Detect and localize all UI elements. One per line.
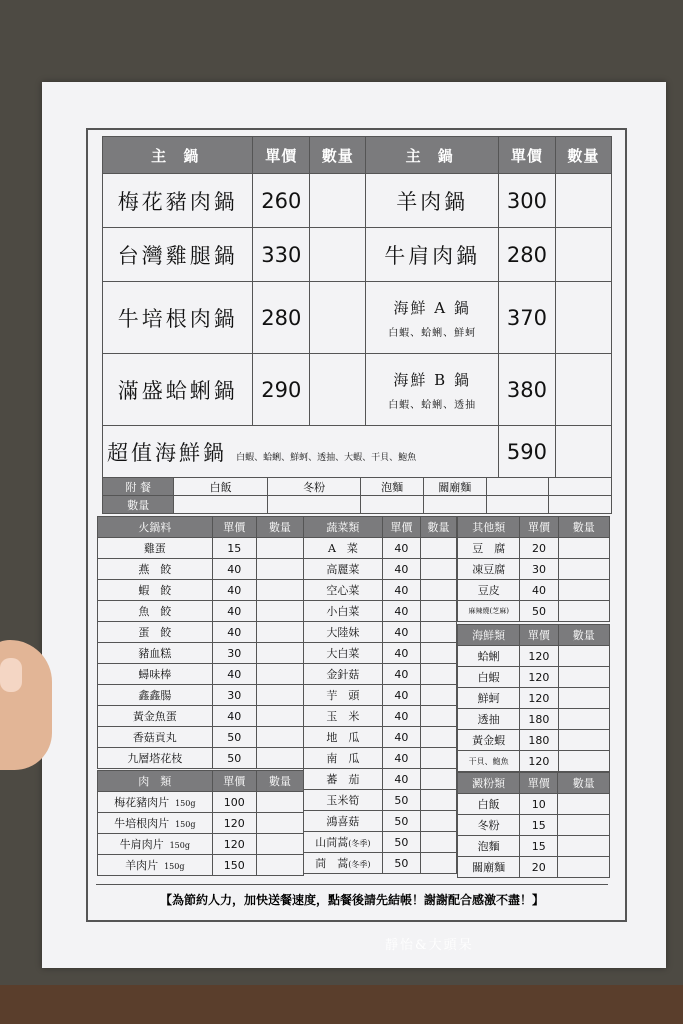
item-price: 50 bbox=[212, 727, 256, 748]
qty-cell[interactable] bbox=[420, 643, 456, 664]
qty-cell[interactable] bbox=[558, 688, 609, 709]
table-row bbox=[98, 727, 304, 748]
qty-cell[interactable] bbox=[256, 538, 303, 559]
meat-table bbox=[97, 770, 304, 876]
item-name: 山茼蒿(冬季) bbox=[304, 832, 383, 853]
table-row bbox=[98, 643, 304, 664]
table-row bbox=[458, 730, 610, 751]
special-pot-cell bbox=[103, 426, 499, 478]
table-row bbox=[304, 706, 457, 727]
main-pot-row bbox=[103, 228, 612, 282]
item-price: 15 bbox=[212, 538, 256, 559]
main-pot-table bbox=[102, 136, 612, 478]
qty-cell[interactable] bbox=[555, 228, 611, 282]
pot-price: 380 bbox=[499, 354, 556, 426]
qty-header: 數量 bbox=[558, 773, 610, 794]
main-pot-row bbox=[103, 282, 612, 354]
table-row bbox=[98, 748, 304, 769]
item-price: 50 bbox=[382, 853, 420, 874]
qty-cell[interactable] bbox=[256, 685, 303, 706]
qty-cell[interactable] bbox=[420, 748, 456, 769]
item-price: 40 bbox=[382, 622, 420, 643]
pot-name: 海鮮 B 鍋 bbox=[393, 370, 471, 389]
unit-price-header: 單價 bbox=[212, 771, 256, 792]
item-weight: 150g bbox=[164, 862, 185, 871]
qty-cell[interactable] bbox=[420, 832, 456, 853]
item-price: 120 bbox=[520, 667, 558, 688]
main-pot-header: 主 鍋 bbox=[103, 137, 253, 174]
qty-cell[interactable] bbox=[256, 748, 303, 769]
item-price: 40 bbox=[382, 664, 420, 685]
pot-price: 370 bbox=[499, 282, 556, 354]
qty-cell[interactable] bbox=[256, 622, 303, 643]
item-name: 茼 蒿(冬季) bbox=[304, 853, 383, 874]
side-dish-item: 關廟麵 bbox=[423, 478, 486, 496]
table-row bbox=[458, 646, 610, 667]
qty-cell[interactable] bbox=[420, 622, 456, 643]
unit-price-header: 單價 bbox=[520, 773, 558, 794]
item-name: 大陸妹 bbox=[304, 622, 383, 643]
pot-name: 滿盛蛤蜊鍋 bbox=[103, 354, 253, 426]
table-row bbox=[458, 559, 610, 580]
qty-cell[interactable] bbox=[420, 538, 456, 559]
item-name: 黃金魚蛋 bbox=[98, 706, 213, 727]
item-name: 梅花豬肉片 150g bbox=[98, 792, 213, 813]
hotpot-ingredient-table bbox=[97, 516, 304, 769]
qty-cell[interactable] bbox=[361, 496, 424, 514]
qty-cell[interactable] bbox=[555, 174, 611, 228]
item-price: 40 bbox=[382, 559, 420, 580]
item-price: 20 bbox=[520, 538, 558, 559]
table-row bbox=[304, 622, 457, 643]
table-row bbox=[98, 834, 304, 855]
special-pot-name: 超值海鮮鍋 bbox=[107, 440, 227, 465]
qty-cell[interactable] bbox=[310, 282, 366, 354]
item-season: (冬季) bbox=[348, 860, 371, 869]
qty-cell[interactable] bbox=[558, 580, 609, 601]
others-header: 其他類 bbox=[458, 517, 520, 538]
qty-cell[interactable] bbox=[310, 354, 366, 426]
item-name: 牛培根肉片 150g bbox=[98, 813, 213, 834]
item-weight: 150g bbox=[175, 799, 196, 808]
item-price: 40 bbox=[520, 580, 558, 601]
item-price: 30 bbox=[212, 643, 256, 664]
item-price: 120 bbox=[212, 813, 256, 834]
qty-cell[interactable] bbox=[256, 727, 303, 748]
qty-cell[interactable] bbox=[558, 538, 609, 559]
table-row bbox=[458, 709, 610, 730]
pot-name: 牛培根肉鍋 bbox=[103, 282, 253, 354]
item-price: 40 bbox=[382, 643, 420, 664]
pot-price: 330 bbox=[253, 228, 310, 282]
table-row bbox=[304, 685, 457, 706]
table-row bbox=[304, 580, 457, 601]
table-row bbox=[98, 664, 304, 685]
table-row bbox=[98, 538, 304, 559]
item-price: 40 bbox=[382, 727, 420, 748]
table-row bbox=[98, 813, 304, 834]
qty-cell[interactable] bbox=[555, 426, 611, 478]
table-row bbox=[458, 601, 610, 622]
item-price: 120 bbox=[520, 751, 558, 772]
item-price: 40 bbox=[212, 664, 256, 685]
pot-cell bbox=[366, 354, 499, 426]
qty-cell[interactable] bbox=[420, 811, 456, 832]
hotpot-ingredient-header: 火鍋料 bbox=[98, 517, 213, 538]
item-name: 玉 米 bbox=[304, 706, 383, 727]
unit-price-header: 單價 bbox=[253, 137, 310, 174]
qty-cell[interactable] bbox=[256, 664, 303, 685]
item-price: 40 bbox=[212, 601, 256, 622]
qty-cell[interactable] bbox=[267, 496, 360, 514]
table-row bbox=[304, 643, 457, 664]
unit-price-header: 單價 bbox=[212, 517, 256, 538]
qty-cell[interactable] bbox=[310, 228, 366, 282]
item-name: 冬粉 bbox=[458, 815, 520, 836]
table-row bbox=[304, 811, 457, 832]
item-name: 鑫鑫腸 bbox=[98, 685, 213, 706]
qty-header: 數量 bbox=[555, 137, 611, 174]
qty-cell[interactable] bbox=[256, 706, 303, 727]
pot-name: 梅花豬肉鍋 bbox=[103, 174, 253, 228]
side-dish-item: 冬粉 bbox=[267, 478, 360, 496]
vegetable-header: 蔬菜類 bbox=[304, 517, 383, 538]
item-name: 豆皮 bbox=[458, 580, 520, 601]
item-name: 凍豆腐 bbox=[458, 559, 520, 580]
qty-header: 數量 bbox=[558, 625, 609, 646]
item-price: 30 bbox=[212, 685, 256, 706]
qty-cell[interactable] bbox=[558, 857, 610, 878]
table-row bbox=[304, 853, 457, 874]
qty-cell[interactable] bbox=[558, 730, 609, 751]
qty-cell[interactable] bbox=[558, 646, 609, 667]
pot-price: 290 bbox=[253, 354, 310, 426]
item-name: 芋 頭 bbox=[304, 685, 383, 706]
item-price: 40 bbox=[212, 622, 256, 643]
pot-name: 海鮮 A 鍋 bbox=[393, 298, 471, 317]
item-price: 120 bbox=[520, 646, 558, 667]
table-row bbox=[458, 794, 610, 815]
qty-cell[interactable] bbox=[423, 496, 486, 514]
item-name: 鮮蚵 bbox=[458, 688, 520, 709]
item-name: 魚 餃 bbox=[98, 601, 213, 622]
qty-header: 數量 bbox=[310, 137, 366, 174]
item-price: 50 bbox=[520, 601, 558, 622]
table-row bbox=[458, 815, 610, 836]
item-price: 120 bbox=[520, 688, 558, 709]
item-price: 40 bbox=[382, 601, 420, 622]
others-table bbox=[457, 516, 610, 622]
item-price: 40 bbox=[382, 748, 420, 769]
item-name: 透抽 bbox=[458, 709, 520, 730]
qty-cell[interactable] bbox=[256, 855, 303, 876]
item-name: 鴻喜菇 bbox=[304, 811, 383, 832]
table-row bbox=[304, 538, 457, 559]
qty-cell[interactable] bbox=[256, 559, 303, 580]
item-price: 40 bbox=[212, 580, 256, 601]
qty-cell[interactable] bbox=[420, 790, 456, 811]
pot-price: 280 bbox=[253, 282, 310, 354]
item-name: 小白菜 bbox=[304, 601, 383, 622]
table-row bbox=[458, 751, 610, 772]
item-price: 15 bbox=[520, 815, 558, 836]
qty-cell[interactable] bbox=[420, 706, 456, 727]
item-name: 白飯 bbox=[458, 794, 520, 815]
side-dish-item: 泡麵 bbox=[361, 478, 424, 496]
item-name: 黃金蝦 bbox=[458, 730, 520, 751]
qty-cell[interactable] bbox=[486, 496, 549, 514]
item-name: 蝦 餃 bbox=[98, 580, 213, 601]
table-row bbox=[458, 667, 610, 688]
item-name: 蛤蜊 bbox=[458, 646, 520, 667]
qty-cell[interactable] bbox=[558, 709, 609, 730]
item-name: 羊肉片 150g bbox=[98, 855, 213, 876]
item-name: 雞蛋 bbox=[98, 538, 213, 559]
pot-price: 260 bbox=[253, 174, 310, 228]
qty-cell[interactable] bbox=[558, 751, 609, 772]
pot-ingredients: 白蝦、蛤蜊、透抽 bbox=[388, 399, 477, 411]
table-row bbox=[304, 832, 457, 853]
item-name: 九層塔花枝 bbox=[98, 748, 213, 769]
item-price: 20 bbox=[520, 857, 558, 878]
table-row bbox=[98, 580, 304, 601]
qty-cell[interactable] bbox=[420, 601, 456, 622]
table-row bbox=[458, 538, 610, 559]
qty-cell[interactable] bbox=[420, 685, 456, 706]
item-name: 空心菜 bbox=[304, 580, 383, 601]
item-price: 50 bbox=[382, 832, 420, 853]
qty-cell[interactable] bbox=[420, 664, 456, 685]
item-price: 15 bbox=[520, 836, 558, 857]
item-price: 10 bbox=[520, 794, 558, 815]
main-pot-row bbox=[103, 354, 612, 426]
qty-cell[interactable] bbox=[174, 496, 267, 514]
main-pot-header: 主 鍋 bbox=[366, 137, 499, 174]
item-name: 玉米筍 bbox=[304, 790, 383, 811]
table-row bbox=[458, 836, 610, 857]
meat-header: 肉 類 bbox=[98, 771, 213, 792]
qty-header: 數量 bbox=[558, 517, 609, 538]
side-dish-item: 白飯 bbox=[174, 478, 267, 496]
side-dish-qty-row bbox=[103, 496, 612, 514]
special-pot-row bbox=[103, 426, 612, 478]
qty-header: 數量 bbox=[256, 517, 303, 538]
item-name: 高麗菜 bbox=[304, 559, 383, 580]
qty-cell[interactable] bbox=[420, 853, 456, 874]
side-dish-row bbox=[103, 478, 612, 496]
item-name: 關廟麵 bbox=[458, 857, 520, 878]
unit-price-header: 單價 bbox=[520, 625, 558, 646]
qty-cell[interactable] bbox=[558, 559, 609, 580]
side-dish-label: 附 餐 bbox=[103, 478, 174, 496]
side-dish-qty-label: 數量 bbox=[103, 496, 174, 514]
item-name: 南 瓜 bbox=[304, 748, 383, 769]
qty-cell[interactable] bbox=[256, 580, 303, 601]
special-pot-price: 590 bbox=[499, 426, 556, 478]
item-price: 40 bbox=[382, 769, 420, 790]
table-row bbox=[304, 601, 457, 622]
watermark: 靜怡&大頭呆 bbox=[385, 938, 474, 953]
item-price: 30 bbox=[520, 559, 558, 580]
table-row bbox=[98, 559, 304, 580]
table-row bbox=[304, 664, 457, 685]
item-price: 50 bbox=[212, 748, 256, 769]
qty-header: 數量 bbox=[256, 771, 303, 792]
qty-cell[interactable] bbox=[558, 667, 609, 688]
item-name: 金針菇 bbox=[304, 664, 383, 685]
table-row bbox=[304, 769, 457, 790]
qty-cell[interactable] bbox=[555, 282, 611, 354]
starch-header: 澱粉類 bbox=[458, 773, 520, 794]
table-row bbox=[98, 706, 304, 727]
seafood-header: 海鮮類 bbox=[458, 625, 520, 646]
item-name: 牛肩肉片 150g bbox=[98, 834, 213, 855]
item-price: 180 bbox=[520, 709, 558, 730]
pot-name: 台灣雞腿鍋 bbox=[103, 228, 253, 282]
table-row bbox=[458, 580, 610, 601]
item-price: 50 bbox=[382, 811, 420, 832]
item-price: 40 bbox=[382, 706, 420, 727]
table-row bbox=[304, 559, 457, 580]
item-price: 40 bbox=[212, 559, 256, 580]
pot-name: 羊肉鍋 bbox=[366, 174, 499, 228]
main-pot-row bbox=[103, 174, 612, 228]
table-row bbox=[458, 688, 610, 709]
checkout-notice: 【為節約人力，加快送餐速度，點餐後請先結帳！謝謝配合感激不盡！】 bbox=[96, 884, 608, 915]
qty-cell[interactable] bbox=[558, 836, 610, 857]
item-price: 120 bbox=[212, 834, 256, 855]
qty-cell[interactable] bbox=[558, 815, 610, 836]
table-row bbox=[304, 748, 457, 769]
item-price: 40 bbox=[382, 580, 420, 601]
item-price: 40 bbox=[212, 706, 256, 727]
table-row bbox=[98, 601, 304, 622]
unit-price-header: 單價 bbox=[382, 517, 420, 538]
item-price: 50 bbox=[382, 790, 420, 811]
item-name: 豬血糕 bbox=[98, 643, 213, 664]
item-season: (冬季) bbox=[348, 839, 371, 848]
item-name: 蕃 茄 bbox=[304, 769, 383, 790]
item-name: 地 瓜 bbox=[304, 727, 383, 748]
qty-cell[interactable] bbox=[256, 813, 303, 834]
table-row bbox=[304, 727, 457, 748]
item-name: A 菜 bbox=[304, 538, 383, 559]
special-pot-ingredients: 白蝦、蛤蜊、鮮蚵、透抽、大蝦、干貝、鮑魚 bbox=[236, 452, 417, 463]
qty-header: 數量 bbox=[420, 517, 456, 538]
pot-cell bbox=[366, 282, 499, 354]
qty-cell[interactable] bbox=[420, 727, 456, 748]
seafood-table bbox=[457, 624, 610, 772]
thumb-holding-menu bbox=[0, 640, 52, 770]
qty-cell[interactable] bbox=[256, 834, 303, 855]
qty-cell[interactable] bbox=[256, 792, 303, 813]
item-price: 40 bbox=[382, 685, 420, 706]
item-name: 大白菜 bbox=[304, 643, 383, 664]
table-row bbox=[304, 790, 457, 811]
qty-cell[interactable] bbox=[256, 643, 303, 664]
unit-price-header: 單價 bbox=[520, 517, 558, 538]
table-row bbox=[98, 855, 304, 876]
table-row bbox=[98, 685, 304, 706]
item-price: 180 bbox=[520, 730, 558, 751]
item-name: 豆 腐 bbox=[458, 538, 520, 559]
item-price: 100 bbox=[212, 792, 256, 813]
pot-name: 牛肩肉鍋 bbox=[366, 228, 499, 282]
item-name: 泡麵 bbox=[458, 836, 520, 857]
qty-cell[interactable] bbox=[549, 496, 612, 514]
table-surface bbox=[0, 985, 683, 1024]
qty-cell[interactable] bbox=[558, 601, 609, 622]
item-name: 燕 餃 bbox=[98, 559, 213, 580]
starch-table bbox=[457, 772, 610, 878]
qty-cell[interactable] bbox=[256, 601, 303, 622]
item-price: 40 bbox=[382, 538, 420, 559]
item-weight: 150g bbox=[175, 820, 196, 829]
item-weight: 150g bbox=[169, 841, 190, 850]
side-dish-table bbox=[102, 477, 612, 514]
qty-cell[interactable] bbox=[310, 174, 366, 228]
qty-cell[interactable] bbox=[420, 769, 456, 790]
item-name: 蛋 餃 bbox=[98, 622, 213, 643]
vegetable-table bbox=[303, 516, 457, 874]
item-name: 香菇貢丸 bbox=[98, 727, 213, 748]
qty-cell[interactable] bbox=[555, 354, 611, 426]
qty-cell[interactable] bbox=[420, 580, 456, 601]
item-name: 麻辣燒(芝麻) bbox=[458, 601, 520, 622]
item-name: 白蝦 bbox=[458, 667, 520, 688]
qty-cell[interactable] bbox=[558, 794, 610, 815]
pot-price: 300 bbox=[499, 174, 556, 228]
table-row bbox=[98, 792, 304, 813]
unit-price-header: 單價 bbox=[499, 137, 556, 174]
qty-cell[interactable] bbox=[420, 559, 456, 580]
table-row bbox=[98, 622, 304, 643]
table-row bbox=[458, 857, 610, 878]
item-name: 蟳味棒 bbox=[98, 664, 213, 685]
item-price: 150 bbox=[212, 855, 256, 876]
pot-price: 280 bbox=[499, 228, 556, 282]
item-name: 干貝、鮑魚 bbox=[458, 751, 520, 772]
pot-ingredients: 白蝦、蛤蜊、鮮蚵 bbox=[388, 327, 477, 339]
main-pot-header-row bbox=[103, 137, 612, 174]
